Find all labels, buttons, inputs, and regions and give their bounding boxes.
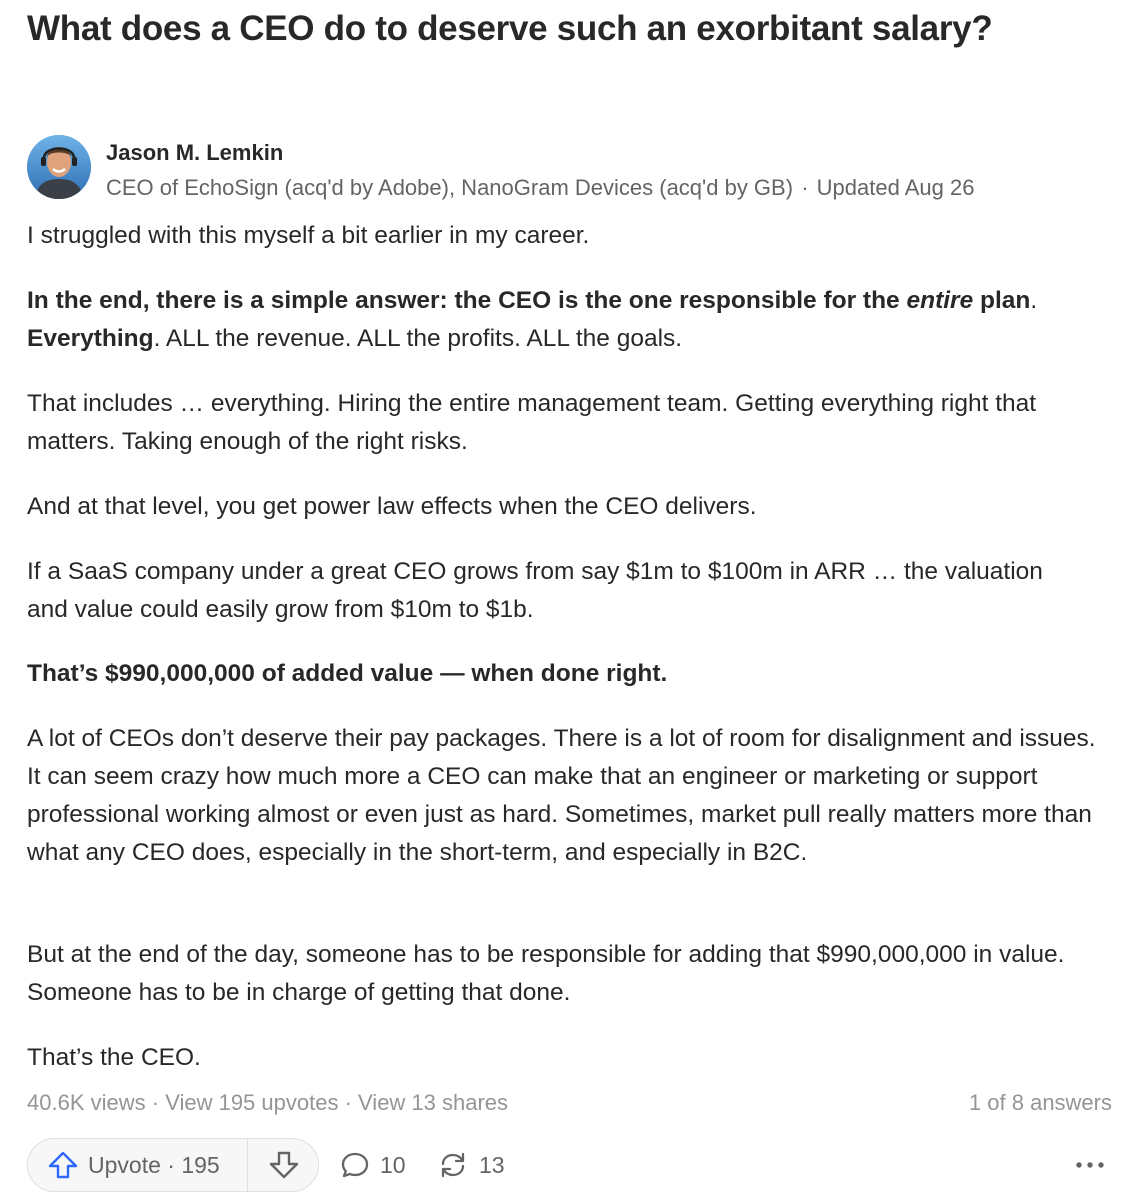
comment-button[interactable] xyxy=(340,1138,406,1192)
bold-text: Everything xyxy=(27,325,154,352)
answer-paragraph: But at the end of the day, someone has to be responsible for adding that $990,000,000 in value. Someone has to be in charge of getting that done. xyxy=(27,941,1065,1006)
author-credential-line xyxy=(106,175,974,201)
author-header xyxy=(27,134,1117,200)
downvote-button[interactable] xyxy=(248,1139,320,1191)
answer-paragraph: If a SaaS company under a great CEO grows from say $1m to $100m in ARR … the valuation and value could easily grow from $10m to $1b. xyxy=(27,558,1043,623)
answer-paragraph-bold xyxy=(27,655,1117,693)
stats-left xyxy=(27,1090,1112,1116)
meta-separator: · xyxy=(801,175,809,200)
arrow-up-icon xyxy=(48,1151,78,1179)
bold-italic-text: entire xyxy=(906,287,974,314)
stats-separator: · xyxy=(145,1090,166,1115)
answer-paragraph: That’s the CEO. xyxy=(27,1044,201,1071)
avatar-image xyxy=(27,135,91,199)
reshare-icon xyxy=(437,1151,469,1179)
vote-group xyxy=(27,1138,319,1192)
answer-stats xyxy=(27,1090,1112,1116)
author-credential[interactable]: CEO of EchoSign (acq'd by Adobe), NanoGram Devices (acq'd by GB) xyxy=(106,175,794,200)
view-upvotes-link[interactable]: View 195 upvotes xyxy=(165,1090,339,1115)
question-title[interactable]: What does a CEO do to deserve such an exorbitant salary? xyxy=(27,9,993,48)
stats-separator: · xyxy=(338,1090,359,1115)
more-dots-icon xyxy=(1075,1161,1105,1169)
bold-text: plan xyxy=(973,287,1031,314)
comment-count: 10 xyxy=(380,1151,406,1178)
share-button[interactable] xyxy=(437,1138,505,1192)
comment-bubble-icon xyxy=(340,1151,370,1179)
author-avatar[interactable] xyxy=(27,135,91,199)
answer-paragraph: A lot of CEOs don’t deserve their pay packages. There is a lot of room for disalignment and issues. It can seem crazy how much more a CEO can make that an engineer or marketing or support professional working almost or even just as hard. Sometimes, market pull really matters more than what any CEO does, especially in the short-term, and especially in B2C. xyxy=(27,725,1096,866)
answer-paragraph: And at that level, you get power law effects when the CEO delivers. xyxy=(27,493,757,520)
arrow-down-icon xyxy=(269,1151,299,1179)
answer-paragraph: That includes … everything. Hiring the entire management team. Getting everything right that matters. Taking enough of the right risks. xyxy=(27,390,1037,455)
upvote-label: Upvote · 195 xyxy=(88,1151,220,1178)
upvote-button[interactable] xyxy=(28,1139,247,1191)
answer-paragraph: I struggled with this myself a bit earlier in my career. xyxy=(27,222,590,249)
views-count: 40.6K views xyxy=(27,1090,146,1115)
answer-position: 1 of 8 answers xyxy=(968,1090,1112,1115)
bold-text: That’s $990,000,000 of added value — when done right. xyxy=(27,660,668,687)
action-bar xyxy=(27,1138,1112,1194)
bold-text: In the end, there is a simple answer: the CEO is the one responsible for the xyxy=(27,287,907,314)
plain-text: . xyxy=(1030,287,1038,314)
share-count: 13 xyxy=(479,1151,505,1178)
updated-date[interactable]: Updated Aug 26 xyxy=(816,175,975,200)
view-shares-link[interactable]: View 13 shares xyxy=(358,1090,509,1115)
author-name[interactable]: Jason M. Lemkin xyxy=(106,140,284,165)
plain-text: . ALL the revenue. ALL the profits. ALL the goals. xyxy=(153,325,683,352)
answer-paragraph-bold-lead xyxy=(27,282,1117,358)
more-options-button[interactable] xyxy=(1068,1138,1112,1192)
